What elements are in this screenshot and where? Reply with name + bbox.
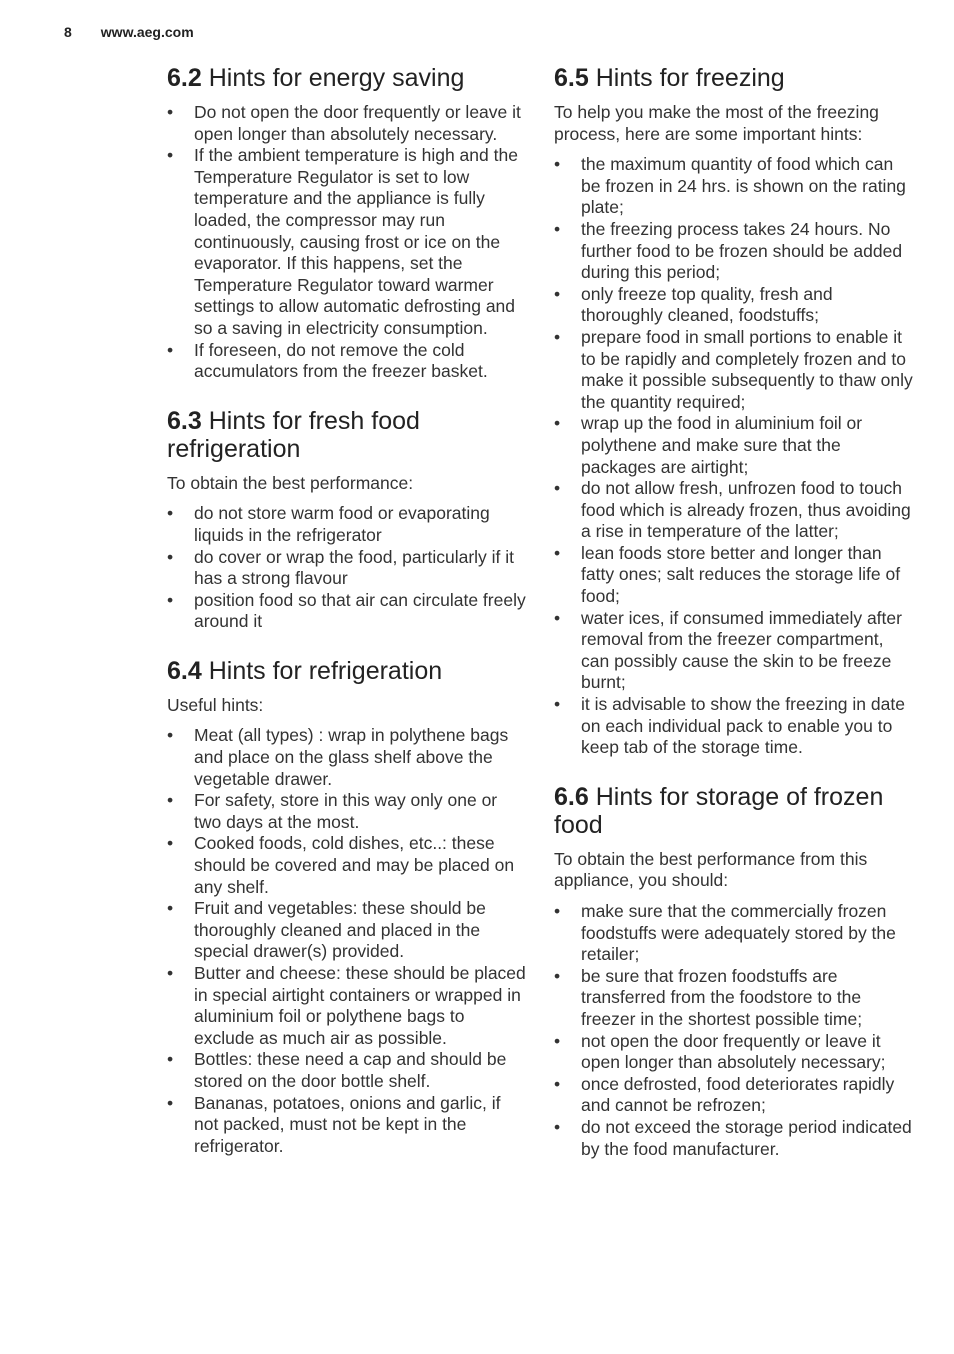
section-title: Hints for storage of frozen food: [554, 782, 884, 839]
bullet-icon: •: [554, 694, 561, 715]
bullet-icon: •: [167, 102, 174, 122]
list-item: [167, 1049, 527, 1092]
list-item-text: If the ambient temperature is high and the Temperature Regulator is set to low temperature and the appliance is fully loaded, the compressor may run continuously, causing frost or ice on the evaporator. If this happens, set the Temperature Regulator toward warmer settings to allow automatic defrosting and so a saving in electricity consumption.: [194, 145, 518, 338]
list-item-text: do not allow fresh, unfrozen food to touch food which is already frozen, thus avoiding a rise in temperature of the latter;: [581, 478, 911, 542]
page-header: [64, 24, 194, 40]
list-item-text: wrap up the food in aluminium foil or polythene and make sure that the packages are airtight;: [581, 413, 863, 477]
bullet-icon: •: [554, 1116, 561, 1137]
bullet-icon: •: [167, 339, 174, 360]
bullet-icon: •: [167, 546, 174, 567]
section-6-3: [167, 407, 527, 633]
section-number: 6.2: [167, 64, 202, 92]
section-number: 6.4: [167, 656, 202, 685]
list-item: [554, 1074, 914, 1117]
section-intro: To obtain the best performance from this appliance, you should:: [554, 848, 868, 891]
list-item-text: once defrosted, food deteriorates rapidly and cannot be refrozen;: [581, 1073, 895, 1116]
list-item-text: For safety, store in this way only one or two days at the most.: [194, 790, 498, 832]
section-title: Hints for fresh food refrigeration: [167, 406, 420, 463]
list-item-text: position food so that air can circulate freely around it: [194, 589, 526, 632]
section-number: 6.6: [554, 782, 589, 811]
list-item-text: make sure that the commercially frozen foodstuffs were adequately stored by the retailer;: [581, 901, 896, 965]
website-url: www.aeg.com: [100, 24, 194, 40]
list-item-text: water ices, if consumed immediately after removal from the freezer compartment, can possibly cause the skin to be freeze burnt;: [581, 607, 902, 693]
list-item-text: Fruit and vegetables: these should be thoroughly cleaned and placed in the special drawer(s) provided.: [194, 898, 486, 962]
hint-list: [554, 154, 914, 759]
list-item: [554, 1117, 914, 1160]
list-item-text: do not exceed the storage period indicated by the food manufacturer.: [581, 1116, 912, 1159]
list-item-text: the freezing process takes 24 hours. No further food to be frozen should be added during this period;: [581, 218, 903, 283]
section-title: Hints for refrigeration: [201, 656, 443, 685]
bullet-icon: •: [554, 326, 561, 347]
list-item: [554, 413, 914, 478]
list-item: [167, 725, 527, 790]
list-item: [554, 1031, 914, 1074]
section-heading: [554, 783, 914, 839]
bullet-icon: •: [554, 965, 561, 986]
bullet-icon: •: [554, 901, 561, 921]
bullet-icon: •: [167, 503, 174, 524]
section-title: Hints for freezing: [588, 64, 785, 92]
list-item: [554, 284, 914, 327]
section-intro: To obtain the best performance:: [167, 472, 414, 493]
list-item: [167, 547, 527, 590]
list-item: [554, 478, 914, 543]
list-item: [554, 608, 914, 694]
list-item-text: Meat (all types) : wrap in polythene bags and place on the glass shelf above the vegetable drawer.: [194, 725, 509, 789]
list-item-text: it is advisable to show the freezing in date on each individual pack to enable you to keep tab of the storage time.: [581, 694, 905, 758]
list-item-text: do not store warm food or evaporating liquids in the refrigerator: [194, 503, 490, 545]
section-heading: [167, 407, 527, 463]
list-item-text: If foreseen, do not remove the cold accumulators from the freezer basket.: [194, 339, 488, 382]
bullet-icon: •: [167, 725, 174, 746]
list-item: [554, 543, 914, 608]
list-item-text: Do not open the door frequently or leave it open longer than absolutely necessary.: [194, 102, 521, 144]
list-item-text: prepare food in small portions to enable it to be rapidly and completely frozen and to make it possible subsequently to thaw only the quantity required;: [581, 326, 913, 412]
list-item: [167, 503, 527, 546]
list-item-text: Butter and cheese: these should be placed in special airtight containers or wrapped in aluminium foil or polythene bags to exclude as much air as possible.: [194, 963, 526, 1048]
list-item: [554, 327, 914, 413]
list-item-text: be sure that frozen foodstuffs are transferred from the foodstore to the freezer in the shortest possible time;: [581, 965, 863, 1029]
section-heading: [167, 657, 527, 685]
bullet-icon: •: [554, 1073, 561, 1094]
bullet-icon: •: [554, 283, 561, 304]
page-number: 8: [64, 24, 72, 40]
section-intro: Useful hints:: [167, 694, 264, 715]
hint-list: [554, 901, 914, 1160]
list-item: [167, 145, 527, 339]
section-6-4: [167, 657, 527, 1157]
hint-list: [167, 725, 527, 1157]
section-number: 6.5: [554, 64, 589, 92]
list-item-text: lean foods store better and longer than fatty ones; salt reduces the storage life of food;: [581, 542, 901, 607]
list-item: [554, 966, 914, 1031]
list-item-text: the maximum quantity of food which can be frozen in 24 hrs. is shown on the rating plate;: [581, 154, 906, 218]
list-item: [167, 590, 527, 633]
bullet-icon: •: [167, 589, 174, 610]
list-item: [167, 790, 527, 833]
list-item-text: Cooked foods, cold dishes, etc..: these should be covered and may be placed on any shelf.: [194, 833, 515, 897]
bullet-icon: •: [167, 1092, 174, 1113]
bullet-icon: •: [554, 478, 561, 499]
hint-list: [167, 503, 527, 633]
list-item: [554, 219, 914, 284]
bullet-icon: •: [554, 413, 561, 434]
bullet-icon: •: [554, 607, 561, 628]
left-column: [167, 64, 527, 1181]
hint-list: [167, 102, 527, 383]
section-6-5: [554, 64, 914, 759]
bullet-icon: •: [554, 542, 561, 563]
list-item: [167, 340, 527, 383]
section-6-6: [554, 783, 914, 1160]
bullet-icon: •: [167, 963, 174, 983]
list-item-text: Bottles: these need a cap and should be stored on the door bottle shelf.: [194, 1049, 507, 1091]
bullet-icon: •: [554, 154, 561, 175]
list-item: [167, 1093, 527, 1158]
list-item: [554, 901, 914, 966]
list-item: [167, 833, 527, 898]
list-item-text: do cover or wrap the food, particularly if it has a strong flavour: [194, 546, 515, 589]
bullet-icon: •: [167, 898, 174, 919]
section-number: 6.3: [167, 406, 202, 435]
bullet-icon: •: [167, 833, 174, 854]
list-item-text: only freeze top quality, fresh and thoroughly cleaned, foodstuffs;: [581, 283, 833, 326]
section-heading: [554, 64, 914, 92]
right-column: [554, 64, 914, 1184]
section-heading: [167, 64, 527, 92]
section-intro: To help you make the most of the freezing process, here are some important hints:: [554, 102, 879, 144]
list-item: [167, 102, 527, 145]
list-item-text: Bananas, potatoes, onions and garlic, if not packed, must not be kept in the refrigerator.: [194, 1092, 501, 1156]
section-6-2: [167, 64, 527, 383]
list-item: [167, 898, 527, 963]
bullet-icon: •: [554, 1030, 561, 1051]
list-item-text: not open the door frequently or leave it open longer than absolutely necessary;: [581, 1030, 886, 1073]
bullet-icon: •: [167, 145, 174, 166]
section-title: Hints for energy saving: [201, 64, 465, 92]
bullet-icon: •: [554, 218, 561, 239]
list-item: [554, 694, 914, 759]
bullet-icon: •: [167, 790, 174, 811]
bullet-icon: •: [167, 1049, 174, 1070]
list-item: [554, 154, 914, 219]
list-item: [167, 963, 527, 1049]
